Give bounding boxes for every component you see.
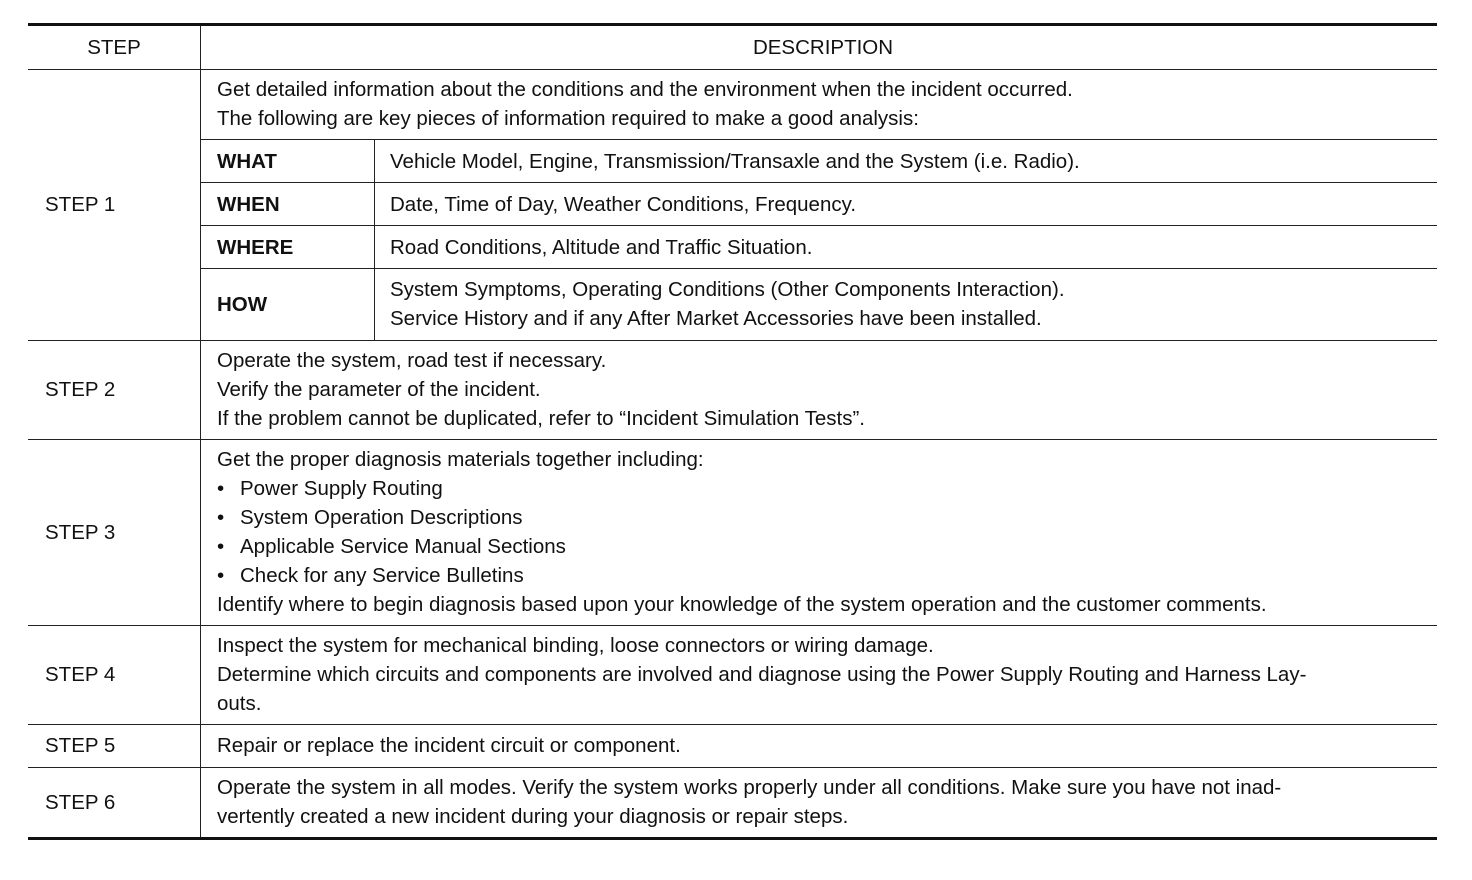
bullet-text: Applicable Service Manual Sections <box>240 534 566 558</box>
bullet-text: System Operation Descriptions <box>240 505 523 529</box>
detail-value-line: Service History and if any After Market Accessories have been installed. <box>390 307 1042 331</box>
step-4-label: STEP 4 <box>28 625 201 724</box>
step-1-row <box>28 70 1437 341</box>
detail-row-how <box>201 269 1437 340</box>
step-1-intro <box>201 70 1437 139</box>
step-1-details-table <box>201 139 1437 340</box>
step-3-description <box>201 439 1438 625</box>
step-4-line: Inspect the system for mechanical binding, loose connectors or wiring damage. <box>217 633 934 657</box>
bullet-text: Check for any Service Bulletins <box>240 563 524 587</box>
detail-key: WHEN <box>201 183 375 226</box>
bullet-item <box>217 561 1429 590</box>
detail-value: Date, Time of Day, Weather Conditions, Frequency. <box>375 183 1438 226</box>
bullet-icon: • <box>217 534 225 558</box>
step-4-line: outs. <box>217 691 262 715</box>
detail-row-when <box>201 183 1437 226</box>
step-6-row <box>28 767 1437 838</box>
detail-row-where <box>201 226 1437 269</box>
step-3-outro: Identify where to begin diagnosis based upon your knowledge of the system operation and the customer comments. <box>217 592 1267 616</box>
detail-key: WHERE <box>201 226 375 269</box>
bullet-icon: • <box>217 563 225 587</box>
step-6-line: vertently created a new incident during your diagnosis or repair steps. <box>217 804 849 828</box>
bullet-item <box>217 532 1429 561</box>
step-3-row <box>28 439 1437 625</box>
step-6-line: Operate the system in all modes. Verify the system works properly under all conditions. Make sure you have not inad- <box>217 775 1282 799</box>
step-6-description <box>201 767 1438 838</box>
step-2-description <box>201 340 1438 439</box>
step-1-description <box>201 70 1438 341</box>
bullet-item <box>217 474 1429 503</box>
bullet-text: Power Supply Routing <box>240 476 443 500</box>
bullet-item <box>217 503 1429 532</box>
step-5-description <box>201 724 1438 767</box>
header-step: STEP <box>28 25 201 70</box>
step-1-intro-line: The following are key pieces of information required to make a good analysis: <box>217 107 919 130</box>
step-4-line: Determine which circuits and components are involved and diagnose using the Power Supply Routing and Harness Lay- <box>217 662 1307 686</box>
detail-value: Vehicle Model, Engine, Transmission/Transaxle and the System (i.e. Radio). <box>375 140 1438 183</box>
step-2-line: Verify the parameter of the incident. <box>217 377 541 401</box>
step-6-label: STEP 6 <box>28 767 201 838</box>
header-row <box>28 25 1437 70</box>
header-description: DESCRIPTION <box>201 25 1438 70</box>
step-2-row <box>28 340 1437 439</box>
bullet-icon: • <box>217 505 225 529</box>
step-5-label: STEP 5 <box>28 724 201 767</box>
step-2-line: If the problem cannot be duplicated, refer to “Incident Simulation Tests”. <box>217 406 866 430</box>
step-5-row <box>28 724 1437 767</box>
detail-key: WHAT <box>201 140 375 183</box>
detail-value-line: System Symptoms, Operating Conditions (Other Components Interaction). <box>390 278 1065 302</box>
detail-value: Road Conditions, Altitude and Traffic Situation. <box>375 226 1438 269</box>
step-2-line: Operate the system, road test if necessary. <box>217 348 607 372</box>
step-3-label: STEP 3 <box>28 439 201 625</box>
step-4-description <box>201 625 1438 724</box>
step-3-intro: Get the proper diagnosis materials together including: <box>217 447 704 471</box>
step-1-label: STEP 1 <box>28 70 201 341</box>
diagnosis-steps-table <box>28 23 1437 840</box>
step-4-row <box>28 625 1437 724</box>
detail-key: HOW <box>201 269 375 340</box>
bullet-icon: • <box>217 476 225 500</box>
step-1-intro-line: Get detailed information about the conditions and the environment when the incident occurred. <box>217 78 1073 101</box>
detail-row-what <box>201 140 1437 183</box>
step-5-line: Repair or replace the incident circuit or component. <box>217 734 681 757</box>
detail-value <box>375 269 1438 340</box>
step-2-label: STEP 2 <box>28 340 201 439</box>
